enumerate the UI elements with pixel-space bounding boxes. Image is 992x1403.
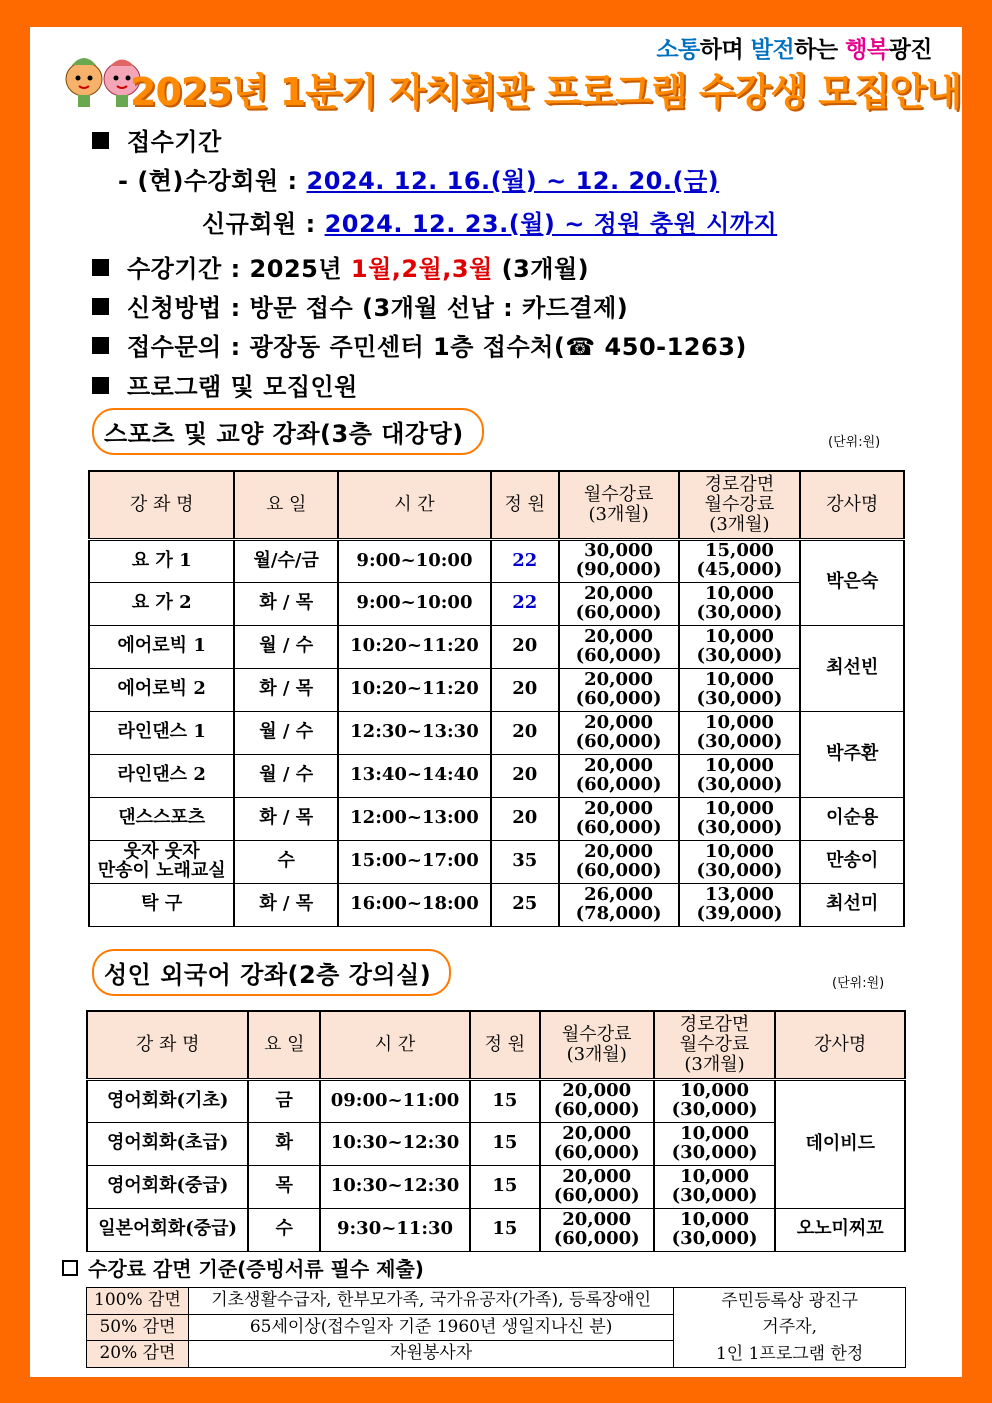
col-header: 시 간 xyxy=(320,1011,470,1079)
course-time: 15:00~17:00 xyxy=(338,840,491,883)
table-row xyxy=(89,625,904,668)
senior-fee-monthly: 10,000 xyxy=(705,797,774,819)
discount-desc: 기초생활수급자, 한부모가족, 국가유공자(가족), 등록장애인 xyxy=(188,1288,673,1315)
method-line: 신청방법 : 방문 접수 (3개월 선납 : 카드결제) xyxy=(92,288,628,323)
course-days: 수 xyxy=(234,840,338,883)
sports-unit: (단위:원) xyxy=(828,435,881,450)
course-capacity: 20 xyxy=(491,711,559,754)
course-capacity: 20 xyxy=(491,754,559,797)
course-name: 탁 구 xyxy=(89,883,234,926)
foreign-section-heading: 성인 외국어 강좌(2층 강의실) xyxy=(92,949,451,996)
senior-fee-monthly: 10,000 xyxy=(705,668,774,690)
square-bullet-icon xyxy=(92,298,109,315)
senior-fee-total: (30,000) xyxy=(671,1184,758,1206)
monthly-fee xyxy=(540,1208,654,1251)
col-header: 경로감면 월수강료 (3개월) xyxy=(679,471,801,539)
table-row xyxy=(89,668,904,711)
senior-fee xyxy=(679,625,801,668)
instructor-name: 만송이 xyxy=(800,840,904,883)
senior-fee-monthly: 10,000 xyxy=(680,1208,749,1230)
instructor-name: 박은숙 xyxy=(800,539,904,625)
senior-fee-total: (30,000) xyxy=(671,1141,758,1163)
monthly-fee-monthly: 20,000 xyxy=(562,1080,632,1102)
col-header: 정 원 xyxy=(491,471,559,539)
monthly-fee-total: (60,000) xyxy=(553,1227,640,1249)
monthly-fee-monthly: 20,000 xyxy=(584,582,654,604)
course-days: 화 xyxy=(248,1122,320,1165)
course-capacity: 22 xyxy=(491,539,559,582)
table-header-row xyxy=(89,471,904,539)
course-time: 12:30~13:30 xyxy=(338,711,491,754)
monthly-fee-total: (60,000) xyxy=(575,859,662,881)
monthly-fee-monthly: 20,000 xyxy=(584,711,654,733)
senior-fee-monthly: 10,000 xyxy=(705,754,774,776)
senior-fee-total: (45,000) xyxy=(696,559,783,580)
course-days: 화 / 목 xyxy=(234,883,338,926)
course-name: 웃자 웃자 만송이 노래교실 xyxy=(89,840,234,883)
senior-fee-monthly: 13,000 xyxy=(705,883,774,905)
monthly-fee xyxy=(559,625,679,668)
course-days: 목 xyxy=(248,1165,320,1208)
col-header: 강 좌 명 xyxy=(89,471,234,539)
senior-fee-monthly: 10,000 xyxy=(680,1122,749,1144)
senior-fee-monthly: 10,000 xyxy=(705,711,774,733)
course-name: 댄스스포츠 xyxy=(89,797,234,840)
course-name: 에어로빅 1 xyxy=(89,625,234,668)
monthly-fee-total: (60,000) xyxy=(575,816,662,838)
table-row xyxy=(87,1079,905,1122)
course-capacity: 20 xyxy=(491,625,559,668)
table-row xyxy=(87,1288,906,1315)
course-time: 10:20~11:20 xyxy=(338,668,491,711)
course-capacity: 15 xyxy=(470,1122,540,1165)
monthly-fee xyxy=(559,840,679,883)
poster xyxy=(30,27,962,1377)
monthly-fee xyxy=(559,754,679,797)
course-days: 월 / 수 xyxy=(234,625,338,668)
monthly-fee-total: (90,000) xyxy=(575,559,662,580)
senior-fee-total: (30,000) xyxy=(696,859,783,881)
monthly-fee-total: (60,000) xyxy=(575,773,662,795)
square-bullet-icon xyxy=(92,337,109,354)
course-name: 요 가 2 xyxy=(89,582,234,625)
senior-fee-monthly: 10,000 xyxy=(705,625,774,647)
course-time: 13:40~14:40 xyxy=(338,754,491,797)
table-row xyxy=(89,582,904,625)
instructor-name: 최선빈 xyxy=(800,625,904,711)
course-time: 10:20~11:20 xyxy=(338,625,491,668)
course-name: 라인댄스 2 xyxy=(89,754,234,797)
senior-fee xyxy=(654,1079,776,1122)
inquiry-line: 접수문의 : 광장동 주민센터 1층 접수처(☎ 450-1263) xyxy=(92,327,747,362)
senior-fee xyxy=(679,883,801,926)
course-time: 10:30~12:30 xyxy=(320,1122,470,1165)
monthly-fee xyxy=(540,1165,654,1208)
existing-members-line: - (현)수강회원 : 2024. 12. 16.(월) ~ 12. 20.(금) xyxy=(118,167,720,195)
table-row xyxy=(89,883,904,926)
monthly-fee-monthly: 20,000 xyxy=(584,754,654,776)
course-capacity: 20 xyxy=(491,797,559,840)
reg-heading: 접수기간 xyxy=(92,122,222,157)
checkbox-icon xyxy=(62,1260,78,1276)
square-bullet-icon xyxy=(92,377,109,394)
discount-label: 50% 감면 xyxy=(87,1314,189,1341)
monthly-fee xyxy=(540,1122,654,1165)
course-capacity: 35 xyxy=(491,840,559,883)
monthly-fee-total: (60,000) xyxy=(575,644,662,666)
monthly-fee-total: (60,000) xyxy=(553,1141,640,1163)
discount-heading: 수강료 감면 기준(증빙서류 필수 제출) xyxy=(62,1253,424,1282)
col-header: 강사명 xyxy=(800,471,904,539)
course-capacity: 15 xyxy=(470,1208,540,1251)
programs-line: 프로그램 및 모집인원 xyxy=(92,367,358,402)
senior-fee-total: (39,000) xyxy=(696,902,783,924)
table-row xyxy=(89,711,904,754)
table-row xyxy=(89,539,904,582)
col-header: 강 좌 명 xyxy=(87,1011,248,1079)
monthly-fee-total: (60,000) xyxy=(575,730,662,752)
discount-desc: 자원봉사자 xyxy=(188,1341,673,1368)
course-days: 화 / 목 xyxy=(234,582,338,625)
senior-fee xyxy=(679,754,801,797)
instructor-name: 오노미찌꼬 xyxy=(775,1208,905,1251)
course-capacity: 25 xyxy=(491,883,559,926)
course-name: 영어회화(중급) xyxy=(87,1165,248,1208)
senior-fee-total: (30,000) xyxy=(696,644,783,666)
square-bullet-icon xyxy=(92,259,109,276)
course-days: 월 / 수 xyxy=(234,711,338,754)
senior-fee xyxy=(679,582,801,625)
senior-fee-monthly: 10,000 xyxy=(705,582,774,604)
discount-label: 100% 감면 xyxy=(87,1288,189,1315)
senior-fee-total: (30,000) xyxy=(696,816,783,838)
course-time: 9:30~11:30 xyxy=(320,1208,470,1251)
course-name: 영어회화(기초) xyxy=(87,1079,248,1122)
monthly-fee-monthly: 20,000 xyxy=(584,797,654,819)
table-header-row xyxy=(87,1011,905,1079)
senior-fee-monthly: 10,000 xyxy=(705,840,774,862)
slogan: 소통하며 발전하는 행복광진 xyxy=(656,37,932,63)
course-time: 16:00~18:00 xyxy=(338,883,491,926)
table-row xyxy=(89,797,904,840)
senior-fee xyxy=(679,711,801,754)
senior-fee-monthly: 10,000 xyxy=(680,1165,749,1187)
course-days: 월 / 수 xyxy=(234,754,338,797)
senior-fee xyxy=(654,1165,776,1208)
foreign-unit: (단위:원) xyxy=(832,976,885,991)
senior-fee xyxy=(679,668,801,711)
course-time: 09:00~11:00 xyxy=(320,1079,470,1122)
monthly-fee xyxy=(559,797,679,840)
col-header: 시 간 xyxy=(338,471,491,539)
foreign-table xyxy=(86,1010,906,1252)
course-days: 금 xyxy=(248,1079,320,1122)
senior-fee xyxy=(679,539,801,582)
course-days: 수 xyxy=(248,1208,320,1251)
table-row xyxy=(89,754,904,797)
senior-fee-monthly: 15,000 xyxy=(705,540,774,562)
monthly-fee-monthly: 20,000 xyxy=(562,1165,632,1187)
monthly-fee-monthly: 20,000 xyxy=(584,840,654,862)
course-days: 월/수/금 xyxy=(234,539,338,582)
senior-fee-total: (30,000) xyxy=(671,1227,758,1249)
senior-fee-total: (30,000) xyxy=(696,773,783,795)
col-header: 경로감면 월수강료 (3개월) xyxy=(654,1011,776,1079)
page-title: 2025년 1분기 자치회관 프로그램 수강생 모집안내 xyxy=(130,70,962,114)
course-name: 일본어회화(중급) xyxy=(87,1208,248,1251)
monthly-fee-total: (60,000) xyxy=(553,1184,640,1206)
senior-fee-total: (30,000) xyxy=(696,687,783,709)
monthly-fee xyxy=(559,711,679,754)
monthly-fee xyxy=(559,668,679,711)
table-row xyxy=(87,1208,905,1251)
discount-table xyxy=(86,1287,906,1368)
course-name: 영어회화(초급) xyxy=(87,1122,248,1165)
new-members-line: 신규회원 : 2024. 12. 23.(월) ~ 정원 충원 시까지 xyxy=(202,210,778,238)
senior-fee-monthly: 10,000 xyxy=(680,1080,749,1102)
course-days: 화 / 목 xyxy=(234,797,338,840)
senior-fee-total: (30,000) xyxy=(696,601,783,623)
col-header: 월수강료 (3개월) xyxy=(559,471,679,539)
monthly-fee-total: (78,000) xyxy=(575,902,662,924)
instructor-name: 이순용 xyxy=(800,797,904,840)
course-days: 화 / 목 xyxy=(234,668,338,711)
monthly-fee-total: (60,000) xyxy=(575,687,662,709)
course-time: 12:00~13:00 xyxy=(338,797,491,840)
monthly-fee-monthly: 26,000 xyxy=(584,883,654,905)
course-time: 9:00~10:00 xyxy=(338,582,491,625)
monthly-fee-monthly: 30,000 xyxy=(584,540,654,562)
instructor-name: 데이비드 xyxy=(775,1079,905,1208)
course-name: 에어로빅 2 xyxy=(89,668,234,711)
senior-fee xyxy=(654,1208,776,1251)
monthly-fee-monthly: 20,000 xyxy=(584,668,654,690)
senior-fee xyxy=(654,1122,776,1165)
col-header: 요 일 xyxy=(234,471,338,539)
col-header: 정 원 xyxy=(470,1011,540,1079)
col-header: 월수강료 (3개월) xyxy=(540,1011,654,1079)
monthly-fee xyxy=(559,582,679,625)
discount-label: 20% 감면 xyxy=(87,1341,189,1368)
senior-fee-total: (30,000) xyxy=(671,1099,758,1120)
monthly-fee-total: (60,000) xyxy=(553,1099,640,1120)
course-capacity: 15 xyxy=(470,1079,540,1122)
monthly-fee-monthly: 20,000 xyxy=(584,625,654,647)
instructor-name: 최선미 xyxy=(800,883,904,926)
col-header: 강사명 xyxy=(775,1011,905,1079)
discount-note: 주민등록상 광진구 거주자, 1인 1프로그램 한정 xyxy=(674,1288,906,1368)
monthly-fee xyxy=(559,539,679,582)
senior-fee xyxy=(679,840,801,883)
course-capacity: 20 xyxy=(491,668,559,711)
monthly-fee-monthly: 20,000 xyxy=(562,1208,632,1230)
course-capacity: 15 xyxy=(470,1165,540,1208)
course-time: 10:30~12:30 xyxy=(320,1165,470,1208)
discount-desc: 65세이상(접수일자 기준 1960년 생일지나신 분) xyxy=(188,1314,673,1341)
monthly-fee xyxy=(559,883,679,926)
sports-table xyxy=(88,470,905,927)
course-name: 라인댄스 1 xyxy=(89,711,234,754)
course-capacity: 22 xyxy=(491,582,559,625)
col-header: 요 일 xyxy=(248,1011,320,1079)
square-bullet-icon xyxy=(92,132,109,149)
period-line: 수강기간 : 2025년 1월,2월,3월 (3개월) xyxy=(92,249,589,284)
senior-fee-total: (30,000) xyxy=(696,730,783,752)
senior-fee xyxy=(679,797,801,840)
instructor-name: 박주환 xyxy=(800,711,904,797)
table-row xyxy=(89,840,904,883)
monthly-fee xyxy=(540,1079,654,1122)
course-time: 9:00~10:00 xyxy=(338,539,491,582)
monthly-fee-total: (60,000) xyxy=(575,601,662,623)
course-name: 요 가 1 xyxy=(89,539,234,582)
monthly-fee-monthly: 20,000 xyxy=(562,1122,632,1144)
sports-section-heading: 스포츠 및 교양 강좌(3층 대강당) xyxy=(92,408,484,455)
